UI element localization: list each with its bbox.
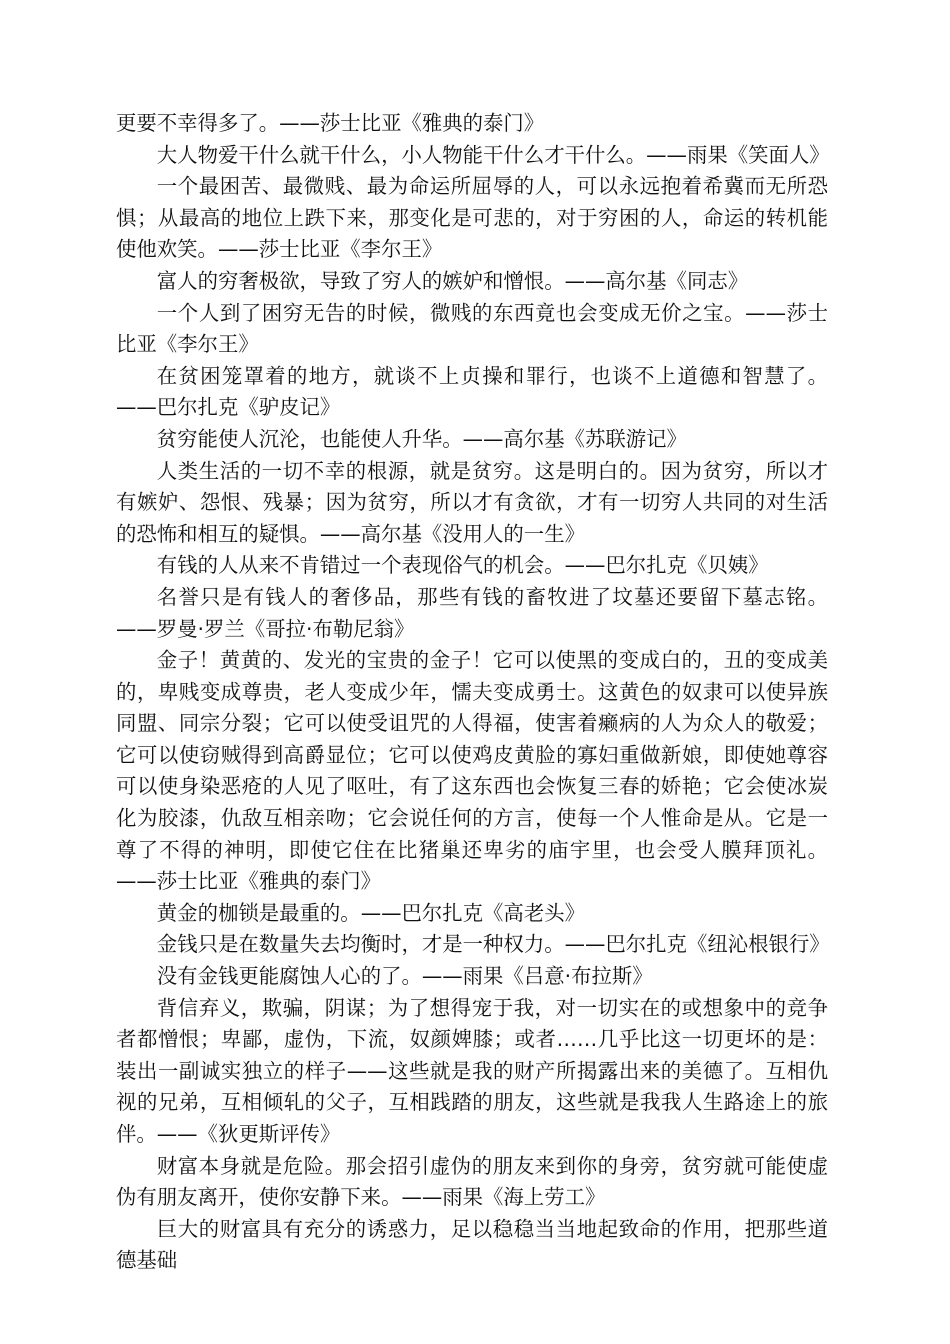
quote-paragraph: 金钱只是在数量失去均衡时，才是一种权力。——巴尔扎克《纽沁根银行》 xyxy=(156,932,830,957)
quote-paragraph: 一个人到了困穷无告的时候，微贱的东西竟也会变成无价之宝。——莎士比亚《李尔王》 xyxy=(116,300,828,357)
quote-paragraph: 名誉只是有钱人的奢侈品，那些有钱的畜牧进了坟墓还要留下墓志铭。——罗曼·罗兰《哥拉·布勒尼翁》 xyxy=(116,584,828,641)
quote-paragraph: 一个最困苦、最微贱、最为命运所屈辱的人，可以永远抱着希冀而无所恐惧；从最高的地位上跌下来，那变化是可悲的，对于穷困的人，命运的转机能使他欢笑。——莎士比亚《李尔王》 xyxy=(116,174,828,262)
quote-paragraph: 大人物爱干什么就干什么，小人物能干什么才干什么。——雨果《笑面人》 xyxy=(156,142,830,167)
quote-paragraph: 有钱的人从来不肯错过一个表现俗气的机会。——巴尔扎克《贝姨》 xyxy=(156,553,769,578)
quote-paragraph: 黄金的枷锁是最重的。——巴尔扎克《高老头》 xyxy=(156,900,585,925)
quote-paragraph: 没有金钱更能腐蚀人心的了。——雨果《吕意·布拉斯》 xyxy=(156,964,653,989)
quote-paragraph: 财富本身就是危险。那会招引虚伪的朋友来到你的身旁，贫穷就可能使虚伪有朋友离开，使你安静下来。——雨果《海上劳工》 xyxy=(116,1153,828,1210)
quote-paragraph: 背信弃义，欺骗，阴谋；为了想得宠于我，对一切实在的或想象中的竞争者都憎恨；卑鄙，虚伪，下流，奴颜婢膝；或者……几乎比这一切更坏的是：装出一副诚实独立的样子——这些就是我的财产所揭露出来的美德了。互相仇视的兄弟，互相倾轧的父子，互相践踏的朋友，这些就是我我人生路途上的旅伴。——《狄更斯评传》 xyxy=(116,995,828,1146)
quote-paragraph: 富人的穷奢极欲，导致了穷人的嫉妒和憎恨。——高尔基《同志》 xyxy=(156,268,749,293)
quote-paragraph: 人类生活的一切不幸的根源，就是贫穷。这是明白的。因为贫穷，所以才有嫉妒、怨恨、残暴；因为贫穷，所以才有贪欲，才有一切穷人共同的对生活的恐怖和相互的疑惧。——高尔基《没用人的一生》 xyxy=(116,458,828,546)
document-body xyxy=(116,108,828,1277)
quote-paragraph: 贫穷能使人沉沦，也能使人升华。——高尔基《苏联游记》 xyxy=(156,426,687,451)
quote-paragraph: 巨大的财富具有充分的诱惑力，足以稳稳当当地起致命的作用，把那些道德基础 xyxy=(116,1216,828,1273)
quote-paragraph: 在贫困笼罩着的地方，就谈不上贞操和罪行，也谈不上道德和智慧了。——巴尔扎克《驴皮记》 xyxy=(116,363,828,420)
quote-paragraph: 金子！黄黄的、发光的宝贵的金子！它可以使黑的变成白的，丑的变成美的，卑贱变成尊贵，老人变成少年，懦夫变成勇士。这黄色的奴隶可以使异族同盟、同宗分裂；它可以使受诅咒的人得福，使害着癞病的人为众人的敬爱；它可以使窃贼得到高爵显位；它可以使鸡皮黄脸的寡妇重做新娘，即使她尊容可以使身染恶疮的人见了呕吐，有了这东西也会恢复三春的娇艳；它会使冰炭化为胶漆，仇敌互相亲吻；它会说任何的方言，使每一个人惟命是从。它是一尊了不得的神明，即使它住在比猪巢还卑劣的庙宇里，也会受人膜拜顶礼。——莎士比亚《雅典的泰门》 xyxy=(116,648,828,894)
quote-paragraph: 更要不幸得多了。——莎士比亚《雅典的泰门》 xyxy=(116,111,545,135)
